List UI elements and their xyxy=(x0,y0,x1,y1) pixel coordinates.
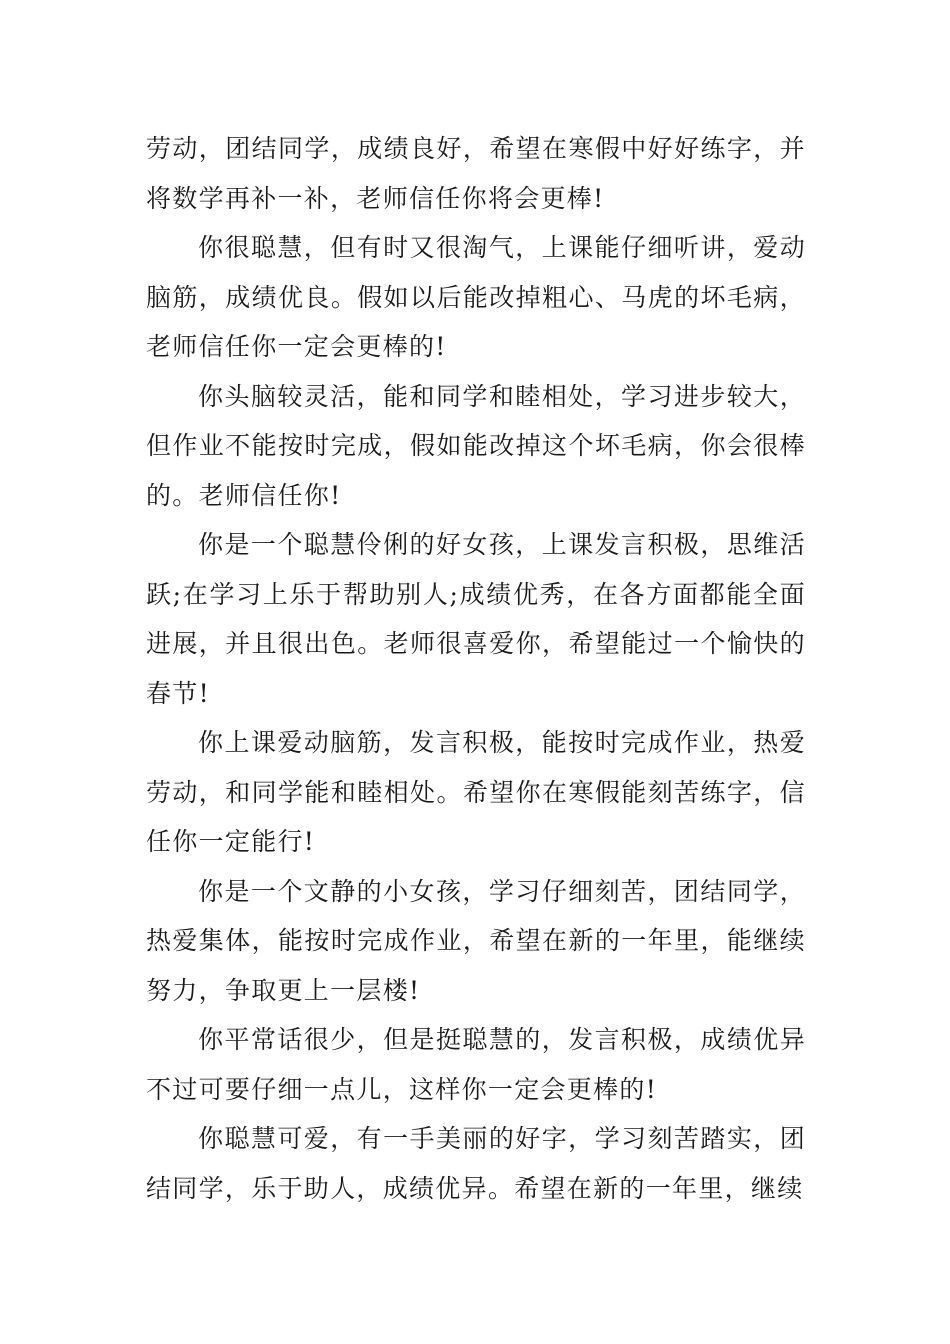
paragraph: 你平常话很少，但是挺聪慧的，发言积极，成绩优异不过可要仔细一点儿，这样你一定会更棒的! xyxy=(146,1025,806,1104)
paragraph: 你是一个聪慧伶俐的好女孩，上课发言积极，思维活跃;在学习上乐于帮助别人;成绩优秀，在各方面都能全面进展，并且很出色。老师很喜爱你，希望能过一个愉快的春节! xyxy=(146,530,806,708)
paragraph: 你很聪慧，但有时又很淘气，上课能仔细听讲，爱动脑筋，成绩优良。假如以后能改掉粗心、马虎的坏毛病，老师信任你一定会更棒的! xyxy=(146,233,806,361)
paragraph: 劳动，团结同学，成绩良好，希望在寒假中好好练字，并将数学再补一补，老师信任你将会更棒! xyxy=(146,134,806,213)
paragraph: 你聪慧可爱，有一手美丽的好字，学习刻苦踏实，团结同学，乐于助人，成绩优异。希望在新的一年里，继续 xyxy=(146,1124,806,1203)
document-body xyxy=(146,124,806,1213)
paragraph: 你上课爱动脑筋，发言积极，能按时完成作业，热爱劳动，和同学能和睦相处。希望你在寒假能刻苦练字，信任你一定能行! xyxy=(146,728,806,856)
paragraph: 你头脑较灵活，能和同学和睦相处，学习进步较大，但作业不能按时完成，假如能改掉这个坏毛病，你会很棒的。老师信任你! xyxy=(146,381,806,510)
paragraph: 你是一个文静的小女孩，学习仔细刻苦，团结同学，热爱集体，能按时完成作业，希望在新的一年里，能继续努力，争取更上一层楼! xyxy=(146,876,806,1005)
